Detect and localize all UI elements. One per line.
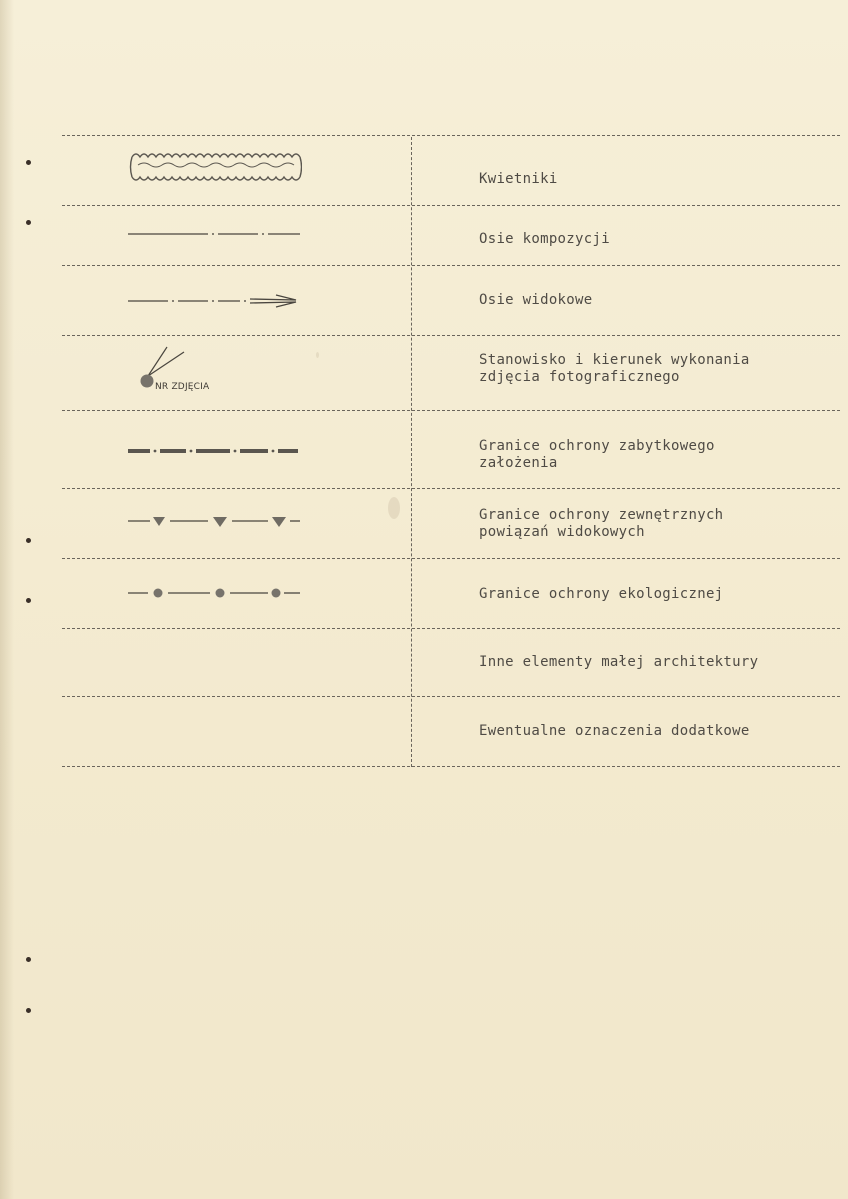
legend-label-osie-kompozycji: Osie kompozycji <box>479 231 610 247</box>
legend-label-granice-zabytkowego: Granice ochrony zabytkowego założenia <box>479 438 715 471</box>
legend-label-stanowisko: Stanowisko i kierunek wykonania zdjęcia fotograficznego <box>479 352 750 385</box>
table-rule <box>62 696 840 697</box>
binder-hole <box>26 220 31 225</box>
column-divider <box>411 137 412 767</box>
legend-label-kwietniki: Kwietniki <box>479 171 558 187</box>
ecological-boundary-icon <box>128 584 304 602</box>
table-rule <box>62 265 840 266</box>
ink-stain <box>388 497 400 519</box>
binder-hole <box>26 1008 31 1013</box>
binder-hole <box>26 957 31 962</box>
view-protection-boundary-icon <box>128 512 304 530</box>
table-rule <box>62 135 840 136</box>
binder-hole <box>26 538 31 543</box>
ink-speck <box>316 352 319 358</box>
legend-label-granice-widokowych: Granice ochrony zewnętrznych powiązań widokowych <box>479 507 724 540</box>
view-axis-arrow-icon <box>128 292 302 310</box>
table-rule <box>62 335 840 336</box>
photo-number-caption: NR ZDJĘCIA <box>155 382 210 392</box>
table-rule <box>62 410 840 411</box>
table-rule <box>62 628 840 629</box>
legend-label-inne-elementy: Inne elementy małej architektury <box>479 654 759 670</box>
binder-hole <box>26 598 31 603</box>
flowerbed-icon <box>128 147 302 187</box>
legend-label-osie-widokowe: Osie widokowe <box>479 292 593 308</box>
binder-hole <box>26 160 31 165</box>
table-rule <box>62 766 840 767</box>
composition-axis-icon <box>128 228 302 240</box>
table-rule <box>62 205 840 206</box>
legend-label-oznaczenia-dodatkowe: Ewentualne oznaczenia dodatkowe <box>479 723 750 739</box>
table-rule <box>62 558 840 559</box>
table-rule <box>62 488 840 489</box>
legend-label-granice-ekologicznej: Granice ochrony ekologicznej <box>479 586 724 602</box>
heritage-boundary-icon <box>128 446 302 456</box>
